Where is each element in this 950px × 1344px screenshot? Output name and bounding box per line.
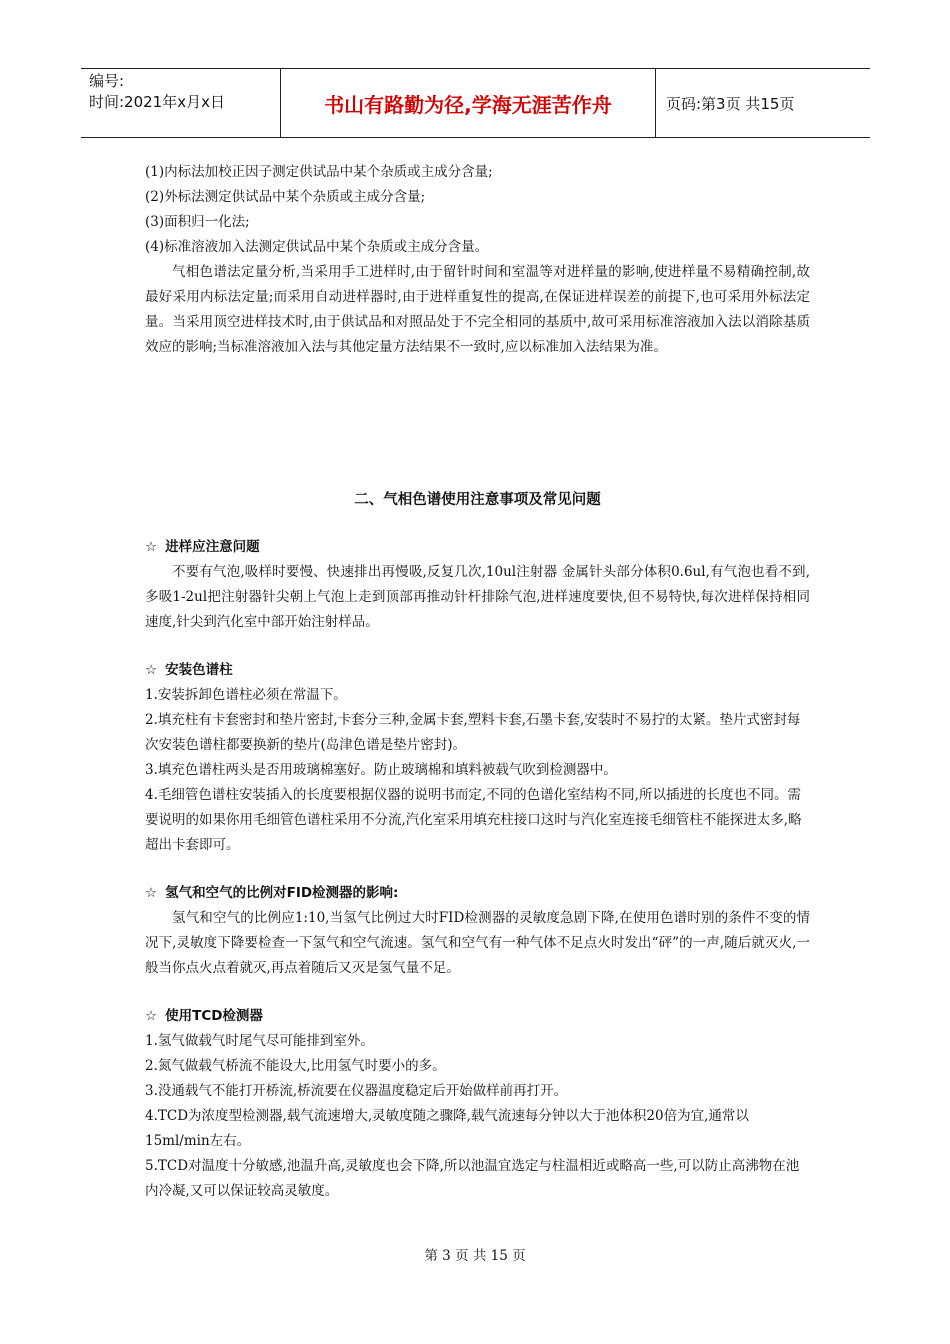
subsection-title: 使用TCD检测器 xyxy=(165,1008,263,1024)
header-info-cell xyxy=(81,69,281,137)
tcd-item: 3.没通载气不能打开桥流,桥流要在仪器温度稳定后开始做样前再打开。 xyxy=(145,1083,568,1099)
star-icon: ☆ xyxy=(145,885,158,901)
method-item: (3)面积归一化法; xyxy=(145,214,250,230)
doc-date-label: 时间:2021年x月x日 xyxy=(89,93,225,111)
subsection-title: 氢气和空气的比例对FID检测器的影响: xyxy=(165,885,399,901)
subsection-heading-column xyxy=(145,658,810,683)
column-item: 3.填充色谱柱两头是否用玻璃棉塞好。防止玻璃棉和填料被载气吹到检测器中。 xyxy=(145,762,617,778)
header-page-number: 页码:第3页 共15页 xyxy=(666,94,795,113)
tcd-item: 5.TCD对温度十分敏感,池温升高,灵敏度也会下降,所以池温宜选定与柱温相近或略高一些,可以防止高沸物在池内冷凝,又可以保证较高灵敏度。 xyxy=(145,1158,800,1199)
page-header xyxy=(81,68,870,138)
column-item: 1.安装拆卸色谱柱必须在常温下。 xyxy=(145,687,347,703)
section-title: 二、气相色谱使用注意事项及常见问题 xyxy=(354,492,601,508)
quantitative-paragraph: 气相色谱法定量分析,当采用手工进样时,由于留针时间和室温等对进样量的影响,使进样量不易精确控制,故最好采用内标法定量;而采用自动进样器时,由于进样重复性的提高,在保证进样误差的前提下,也可采用外标法定量。当采用顶空进样技术时,由于供试品和对照品处于不完全相同的基质中,故可采用标准溶液加入法以消除基质效应的影响;当标准溶液加入法与其他定量方法结果不一致时,应以标准加入法结果为准。 xyxy=(145,264,810,355)
injection-paragraph: 不要有气泡,吸样时要慢、快速排出再慢吸,反复几次,10ul注射器 金属针头部分体积0.6ul,有气泡也看不到,多吸1-2ul把注射器针尖朝上气泡上走到顶部再推动针杆排除气泡,进样速度要快,但不易特快,每次进样保持相同速度,针尖到汽化室中部开始注射样品。 xyxy=(145,564,810,630)
method-item: (2)外标法测定供试品中某个杂质或主成分含量; xyxy=(145,189,426,205)
subsection-heading-injection xyxy=(145,535,810,560)
fid-paragraph: 氢气和空气的比例应1:10,当氢气比例过大时FID检测器的灵敏度急剧下降,在使用色谱时别的条件不变的情况下,灵敏度下降要检查一下氢气和空气流速。氢气和空气有一种气体不足点火时发出“砰”的一声,随后就灭火,一般当你点火点着就灭,再点着随后又灭是氢气量不足。 xyxy=(145,910,810,976)
tcd-item: 2.氮气做载气桥流不能设大,比用氢气时要小的多。 xyxy=(145,1058,446,1074)
tcd-item: 1.氢气做载气时尾气尽可能排到室外。 xyxy=(145,1033,374,1049)
star-icon: ☆ xyxy=(145,662,158,678)
star-icon: ☆ xyxy=(145,1008,158,1024)
method-item: (1)内标法加校正因子测定供试品中某个杂质或主成分含量; xyxy=(145,164,493,180)
method-item: (4)标准溶液加入法测定供试品中某个杂质或主成分含量。 xyxy=(145,239,489,255)
subsection-heading-tcd xyxy=(145,1004,810,1029)
subsection-title: 安装色谱柱 xyxy=(165,662,233,678)
page-footer: 第 3 页 共 15 页 xyxy=(424,1248,526,1264)
tcd-item: 4.TCD为浓度型检测器,载气流速增大,灵敏度随之骤降,载气流速每分钟以大于池体积20倍为宜,通常以15ml/min左右。 xyxy=(145,1108,749,1149)
column-item: 4.毛细管色谱柱安装插入的长度要根据仪器的说明书而定,不同的色谱化室结构不同,所以插进的长度也不同。需要说明的如果你用毛细管色谱柱采用不分流,汽化室采用填充柱接口这时与汽化室连接毛细管柱不能探进太多,略超出卡套即可。 xyxy=(145,787,802,853)
column-item: 2.填充柱有卡套密封和垫片密封,卡套分三种,金属卡套,塑料卡套,石墨卡套,安装时不易拧的太紧。垫片式密封每次安装色谱柱都要换新的垫片(岛津色谱是垫片密封)。 xyxy=(145,712,801,753)
star-icon: ☆ xyxy=(145,539,158,555)
subsection-heading-fid xyxy=(145,881,810,906)
subsection-title: 进样应注意问题 xyxy=(165,539,260,555)
document-body xyxy=(145,160,810,1204)
header-motto: 书山有路勤为径,学海无涯苦作舟 xyxy=(281,69,656,137)
doc-number-label: 编号: xyxy=(89,72,125,90)
